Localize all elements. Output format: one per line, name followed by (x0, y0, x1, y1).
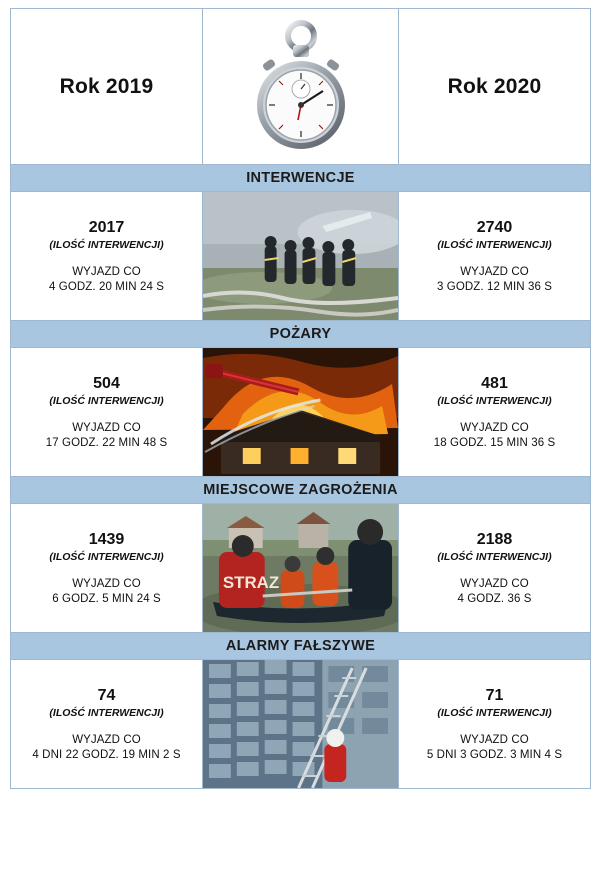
section-title: INTERWENCJE (246, 170, 355, 186)
stat-block (11, 214, 202, 298)
burning-house-photo (203, 348, 398, 476)
stat-count: 2017 (88, 219, 125, 237)
section-photo-cell (203, 192, 399, 321)
stat-block (399, 682, 590, 766)
section-banner-cell (11, 321, 591, 348)
stat-departure-label: WYJAZD CO (460, 578, 529, 591)
stat-block (399, 370, 590, 454)
firefighters-spraying-water-photo (203, 192, 398, 320)
section-title: MIEJSCOWE ZAGROŻENIA (203, 482, 398, 498)
stat-caption: (ILOŚĆ INTERWENCJI) (49, 395, 164, 408)
section-banner-cell (11, 165, 591, 192)
stat-interval: 3 GODZ. 12 MIN 36 S (436, 280, 553, 293)
section-banner-pozary (11, 321, 591, 348)
section-title: ALARMY FAŁSZYWE (225, 638, 376, 654)
stat-cell-right (399, 348, 591, 477)
stat-cell-left (11, 504, 203, 633)
aerial-ladder-highrise-photo (203, 660, 398, 788)
stat-caption: (ILOŚĆ INTERWENCJI) (49, 239, 164, 252)
stat-cell-left (11, 348, 203, 477)
header-cell-stopwatch (203, 9, 399, 165)
stat-block (399, 214, 590, 298)
stat-block (11, 682, 202, 766)
stat-count: 481 (481, 375, 508, 393)
stat-departure-label: WYJAZD CO (460, 734, 529, 747)
stat-caption: (ILOŚĆ INTERWENCJI) (437, 239, 552, 252)
section-row-interwencje (11, 192, 591, 321)
stat-interval: 4 GODZ. 36 S (457, 592, 532, 605)
stat-departure-label: WYJAZD CO (72, 266, 141, 279)
stat-departure-label: WYJAZD CO (72, 422, 141, 435)
header-cell-left-year (11, 9, 203, 165)
stat-interval: 17 GODZ. 22 MIN 48 S (45, 436, 168, 449)
section-banner-interwencje (11, 165, 591, 192)
stat-count: 1439 (88, 531, 125, 549)
stat-caption: (ILOŚĆ INTERWENCJI) (437, 707, 552, 720)
stat-block (399, 526, 590, 610)
stat-cell-right (399, 192, 591, 321)
section-row-alarmy-falszywe (11, 660, 591, 789)
stat-departure-label: WYJAZD CO (460, 266, 529, 279)
rescuers-in-boat-flood-photo (203, 504, 398, 632)
section-row-miejscowe-zagrozenia (11, 504, 591, 633)
right-year-label: Rok 2020 (447, 74, 542, 98)
comparison-table (10, 8, 591, 789)
stat-cell-right (399, 660, 591, 789)
section-banner-cell (11, 633, 591, 660)
stat-count: 2188 (476, 531, 513, 549)
stat-interval: 5 DNI 3 GODZ. 3 MIN 4 S (426, 748, 563, 761)
stat-interval: 4 GODZ. 20 MIN 24 S (48, 280, 165, 293)
section-photo-cell (203, 348, 399, 477)
stat-cell-left (11, 192, 203, 321)
section-title: POŻARY (269, 326, 332, 342)
stat-count: 504 (93, 375, 120, 393)
section-row-pozary (11, 348, 591, 477)
stat-departure-label: WYJAZD CO (72, 578, 141, 591)
svg-text:STRAZ: STRAZ (222, 572, 280, 593)
stat-block (11, 526, 202, 610)
section-banner-cell (11, 477, 591, 504)
stat-cell-left (11, 660, 203, 789)
stopwatch-icon (203, 9, 398, 164)
table-header-row (11, 9, 591, 165)
stat-interval: 4 DNI 22 GODZ. 19 MIN 2 S (32, 748, 181, 761)
stat-block (11, 370, 202, 454)
section-photo-cell (203, 660, 399, 789)
stat-departure-label: WYJAZD CO (460, 422, 529, 435)
stat-interval: 6 GODZ. 5 MIN 24 S (52, 592, 161, 605)
section-banner-alarmy-falszywe (11, 633, 591, 660)
stat-departure-label: WYJAZD CO (72, 734, 141, 747)
stat-cell-right (399, 504, 591, 633)
stat-caption: (ILOŚĆ INTERWENCJI) (49, 707, 164, 720)
stat-count: 71 (485, 687, 504, 705)
stat-count: 74 (97, 687, 116, 705)
section-banner-miejscowe-zagrozenia (11, 477, 591, 504)
stat-interval: 18 GODZ. 15 MIN 36 S (433, 436, 556, 449)
left-year-label: Rok 2019 (59, 74, 154, 98)
stat-caption: (ILOŚĆ INTERWENCJI) (437, 551, 552, 564)
stat-caption: (ILOŚĆ INTERWENCJI) (49, 551, 164, 564)
header-cell-right-year (399, 9, 591, 165)
section-photo-cell (203, 504, 399, 633)
stat-caption: (ILOŚĆ INTERWENCJI) (437, 395, 552, 408)
stat-count: 2740 (476, 219, 513, 237)
